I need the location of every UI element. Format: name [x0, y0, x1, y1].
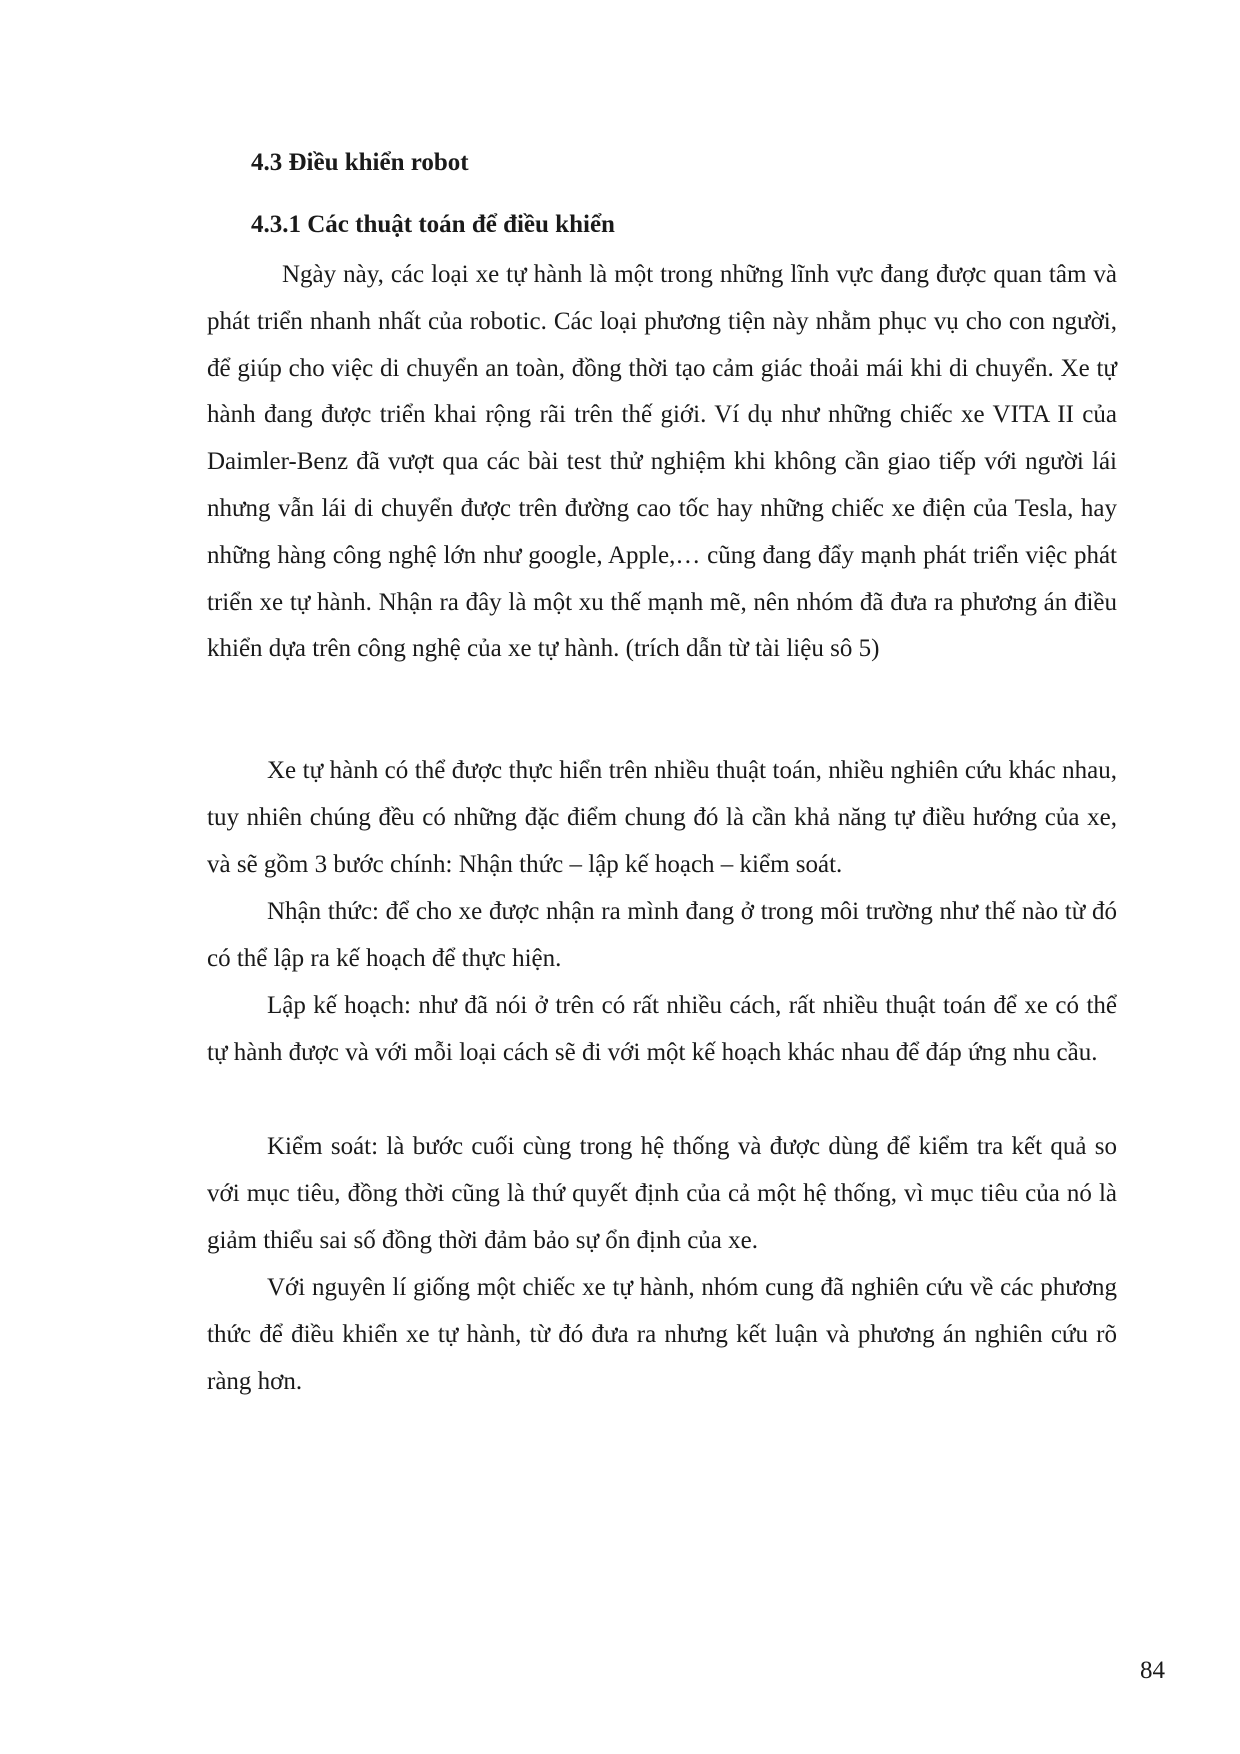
paragraph-perception: Nhận thức: để cho xe được nhận ra mình đang ở trong môi trường như thế nào từ đó có thể lập ra kế hoạch để thực hiện.: [207, 898, 1117, 972]
section-heading: 4.3 Điều khiển robot: [251, 149, 469, 176]
paragraph-planning: Lập kế hoạch: như đã nói ở trên có rất nhiều cách, rất nhiều thuật toán để xe có thể tự hành được và với mỗi loại cách sẽ đi với một kế hoạch khác nhau để đáp ứng nhu cầu.: [207, 992, 1117, 1066]
paragraph-intro: Ngày này, các loại xe tự hành là một trong những lĩnh vực đang được quan tâm và phát triển nhanh nhất của robotic. Các loại phương tiện này nhằm phục vụ cho con người, để giúp cho việc di chuyển an toàn, đồng thời tạo cảm giác thoải mái khi di chuyển. Xe tự hành đang được triển khai rộng rãi trên thế giới. Ví dụ như những chiếc xe VITA II của Daimler-Benz đã vượt qua các bài test thử nghiệm khi không cần giao tiếp với người lái nhưng vẫn lái di chuyển được trên đường cao tốc hay những chiếc xe điện của Tesla, hay những hàng công nghệ lớn như google, Apple,… cũng đang đẩy mạnh phát triển việc phát triển xe tự hành. Nhận ra đây là một xu thế mạnh mẽ, nên nhóm đã đưa ra phương án điều khiển dựa trên công nghệ của xe tự hành. (trích dẫn từ tài liệu sô 5): [207, 261, 1117, 663]
paragraph-control: Kiểm soát: là bước cuối cùng trong hệ thống và được dùng để kiểm tra kết quả so với mục tiêu, đồng thời cũng là thứ quyết định của cả một hệ thống, vì mục tiêu của nó là giảm thiểu sai số đồng thời đảm bảo sự ổn định của xe.: [207, 1133, 1117, 1254]
paragraph-overview: Xe tự hành có thể được thực hiển trên nhiều thuật toán, nhiều nghiên cứu khác nhau, tuy nhiên chúng đều có những đặc điểm chung đó là cần khả năng tự điều hướng của xe, và sẽ gồm 3 bước chính: Nhận thức – lập kế hoạch – kiểm soát.: [207, 757, 1117, 878]
subsection-heading: 4.3.1 Các thuật toán để điều khiển: [251, 211, 615, 238]
paragraph-conclusion: Với nguyên lí giống một chiếc xe tự hành, nhóm cung đã nghiên cứu về các phương thức để điều khiển xe tự hành, từ đó đưa ra nhưng kết luận và phương án nghiên cứu rõ ràng hơn.: [207, 1274, 1117, 1395]
page-number: 84: [1140, 1657, 1165, 1684]
